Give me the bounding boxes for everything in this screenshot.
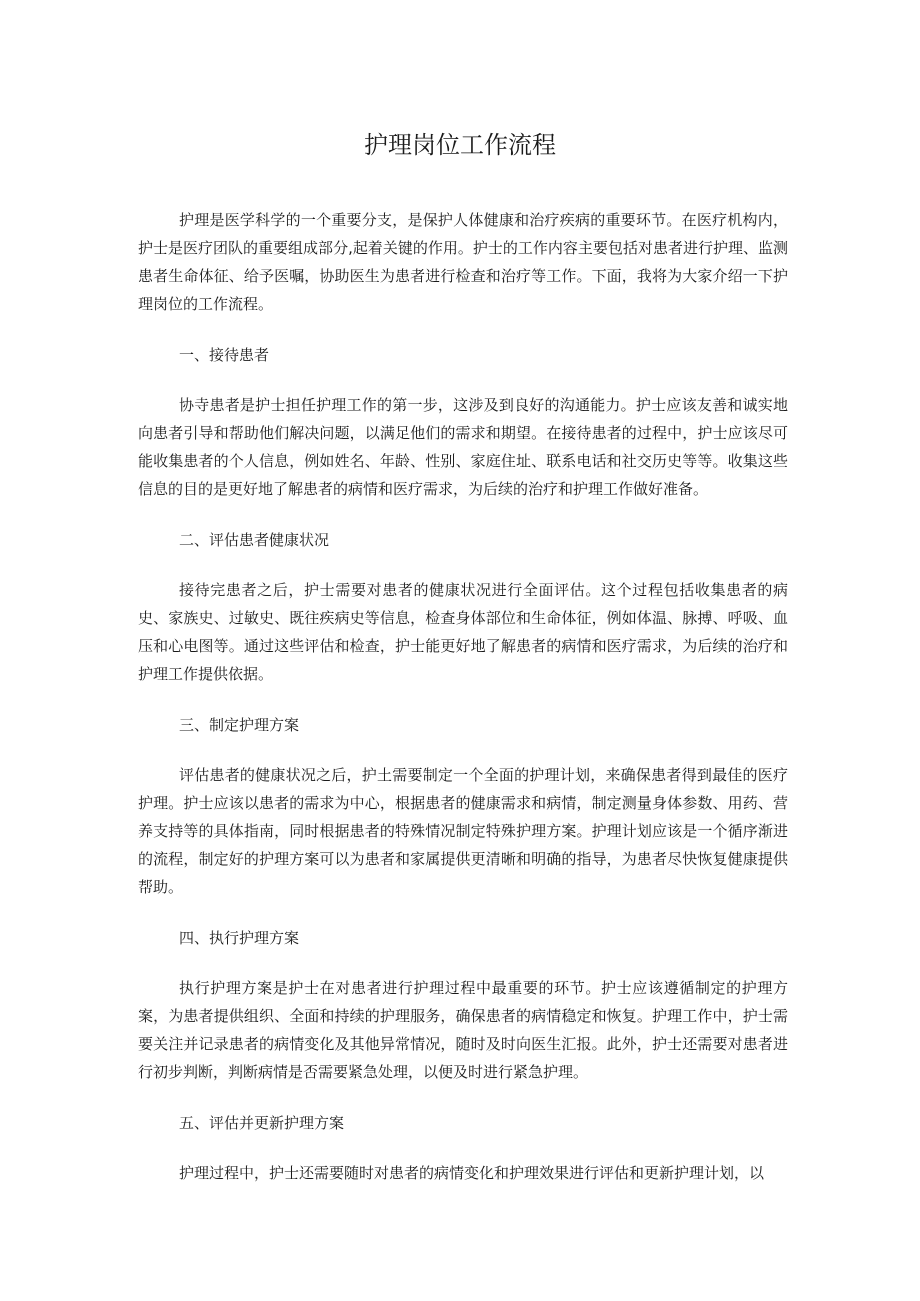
document-body	[138, 206, 788, 1187]
section-3-heading: 三、制定护理方案	[179, 716, 300, 734]
document-title: 护理岗位工作流程	[364, 131, 556, 159]
section-4-heading: 四、执行护理方案	[179, 929, 300, 947]
section-5-paragraph: 护理过程中，护士还需要随时对患者的病情变化和护理效果进行评估和更新护理计划，以	[179, 1164, 765, 1182]
intro-paragraph: 护理是医学科学的一个重要分支，是保护人体健康和治疗疾病的重要环节。在医疗机构内，护士是医疗团队的重要组成部分,起着关键的作用。护士的工作内容主要包括对患者进行护理、监测患者生命体征、给予医嘱，协助医生为患者进行检查和治疗等工作。下面，我将为大家介绍一下护理岗位的工作流程。	[138, 211, 788, 313]
section-4-paragraph: 执行护理方案是护士在对患者进行护理过程中最重要的环节。护士应该遵循制定的护理方案，为患者提供组织、全面和持续的护理服务，确保患者的病情稳定和恢复。护理工作中，护士需要关注并记录患者的病情变化及其他异常情况，随时及时向医生汇报。此外，护士还需要对患者进行初步判断，判断病情是否需要紧急处理，以便及时进行紧急护理。	[138, 979, 788, 1081]
section-3-paragraph: 评估患者的健康状况之后，护土需要制定一个全面的护理计划，来确保患者得到最佳的医疗护理。护士应该以患者的需求为中心，根据患者的健康需求和病情，制定测量身体参数、用药、营养支持等的具体指南，同时根据患者的特殊情况制定特殊护理方案。护理计划应该是一个循序渐进的流程，制定好的护理方案可以为患者和家属提供更清晰和明确的指导，为患者尽快恢复健康提供帮助。	[138, 766, 788, 896]
section-5-heading: 五、评估并更新护理方案	[179, 1114, 345, 1132]
section-1-heading: 一、接待患者	[179, 346, 270, 364]
section-2-paragraph: 接待完患者之后，护士需要对患者的健康状况进行全面评估。这个过程包括收集患者的病史、家族史、过敏史、既往疾病史等信息，检查身体部位和生命体征，例如体温、脉搏、呼吸、血压和心电图等。通过这些评估和检查，护士能更好地了解患者的病情和医疗需求，为后续的治疗和护理工作提供依据。	[138, 581, 788, 683]
section-1-paragraph: 协寺患者是护士担任护理工作的第一步，这涉及到良好的沟通能力。护士应该友善和诚实地向患者引导和帮助他们解决问题，以满足他们的需求和期望。在接待患者的过程中，护士应该尽可能收集患者的个人信息，例如姓名、年龄、性别、家庭住址、联系电话和社交历史等等。收集这些信息的目的是更好地了解患者的病情和医疗需求，为后续的治疗和护理工作做好准备。	[138, 396, 788, 498]
section-2-heading: 二、评估患者健康状况	[179, 531, 330, 549]
